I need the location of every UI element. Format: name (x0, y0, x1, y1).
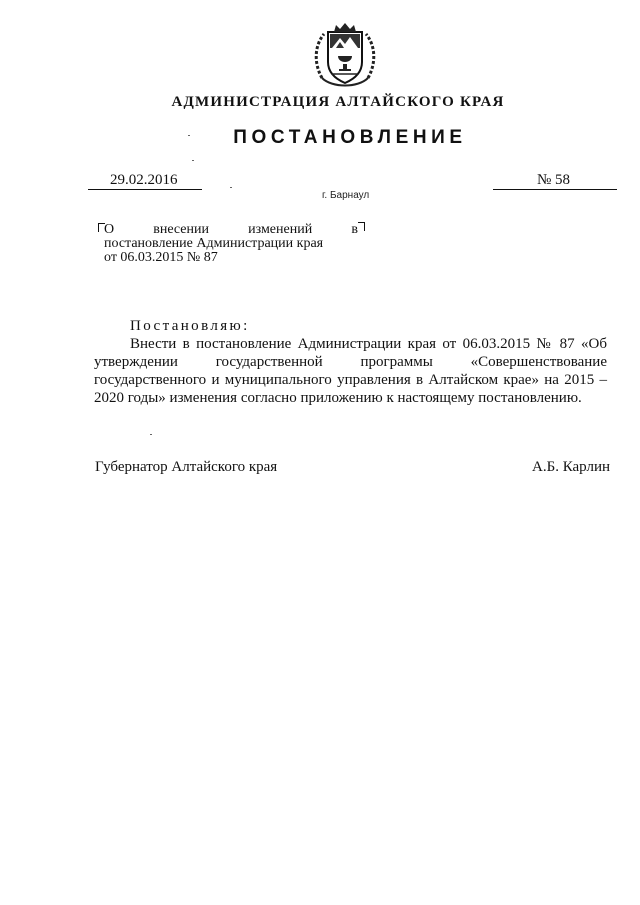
scan-speck (188, 135, 190, 136)
scan-speck (150, 434, 152, 435)
signer-name: А.Б. Карлин (532, 459, 611, 475)
organization-name: АДМИНИСТРАЦИЯ АЛТАЙСКОГО КРАЯ (171, 94, 505, 110)
body-paragraph (94, 335, 607, 407)
scan-speck (192, 160, 194, 161)
altai-krai-coat-of-arms-icon (312, 20, 378, 92)
subject-block (104, 223, 358, 265)
subject-word: изменений (248, 222, 313, 237)
date-field (88, 172, 202, 190)
body-paragraph-text: Внести в постановление Администрации края от 06.03.2015 № 87 «Об утверждении государственной программы «Совершенствование государственного и муниципального управления в Алтайском крае» на 2015 – 2020 годы» изменения согласно приложению к настоящему постановлению. (94, 336, 607, 406)
city-label: г. Барнаул (322, 190, 370, 201)
subject-word: внесении (153, 222, 209, 237)
subject-word: О (104, 222, 115, 237)
signer-title: Губернатор Алтайского края (95, 459, 278, 475)
number-field (493, 172, 617, 190)
document-type-title: ПОСТАНОВЛЕНИЕ (233, 127, 467, 148)
document-date: 29.02.2016 (110, 172, 178, 188)
subject-line-3: от 06.03.2015 № 87 (104, 250, 218, 265)
document-number: № 58 (537, 172, 571, 188)
subject-bracket-right (358, 222, 365, 231)
subject-line-2: постановление Администрации края (104, 236, 324, 251)
subject-word: в (351, 222, 358, 237)
scan-speck (230, 187, 232, 188)
decree-word: Постановляю: (130, 318, 250, 334)
subject-line-1 (104, 223, 358, 237)
